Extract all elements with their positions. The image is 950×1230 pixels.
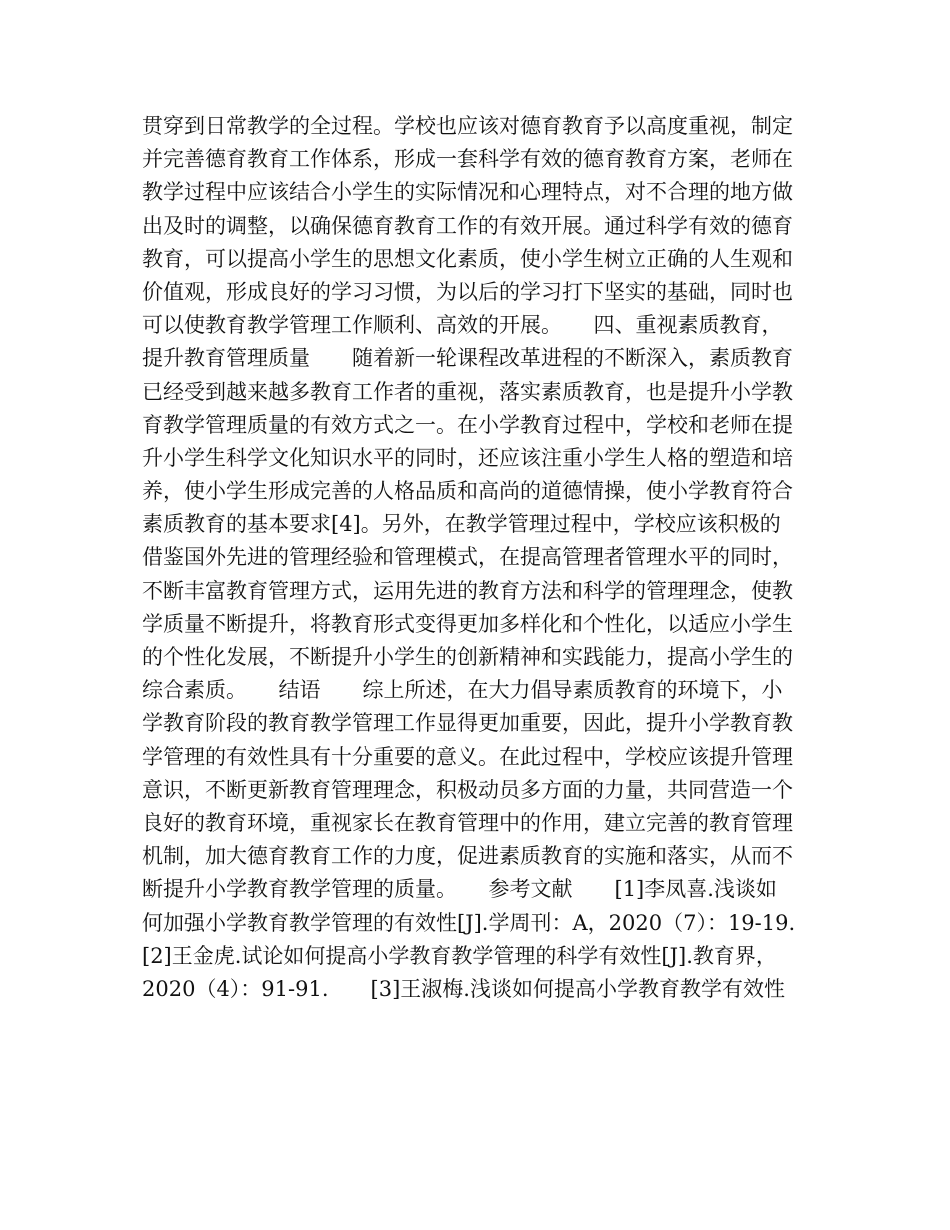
text-line: 贯穿到日常教学的全过程。学校也应该对德育教育予以高度重视，制定 xyxy=(142,114,793,138)
text-line: 升小学生科学文化知识水平的同时，还应该注重小学生人格的塑造和培 xyxy=(142,445,793,470)
text-line: 的个性化发展，不断提升小学生的创新精神和实践能力，提高小学生的 xyxy=(142,645,793,669)
text-line: 机制，加大德育教育工作的力度，促进素质教育的实施和落实，从而不 xyxy=(142,844,793,869)
text-line: 已经受到越来越多教育工作者的重视，落实素质教育，也是提升小学教 xyxy=(142,379,793,404)
text-line: 出及时的调整，以确保德育教育工作的有效开展。通过科学有效的德育 xyxy=(142,213,793,238)
text-line: 借鉴国外先进的管理经验和管理模式，在提高管理者管理水平的同时， xyxy=(142,545,793,570)
text-line: 不断丰富教育管理方式，运用先进的教育方法和科学的管理理念，使教 xyxy=(142,578,793,603)
body-text xyxy=(142,110,832,1006)
text-line: 养，使小学生形成完善的人格品质和高尚的道德情操，使小学教育符合 xyxy=(142,479,793,504)
text-line: 学管理的有效性具有十分重要的意义。在此过程中，学校应该提升管理 xyxy=(142,744,793,769)
text-line: 学质量不断提升，将教育形式变得更加多样化和个性化，以适应小学生 xyxy=(142,611,793,636)
text-line: 2020（4）：91-91. [3]王淑梅.浅谈如何提高小学教育教学有效性 xyxy=(142,976,785,1001)
text-line: 何加强小学教育教学管理的有效性[J].学周刊：A，2020（7）：19-19. xyxy=(142,910,796,935)
text-line: 价值观，形成良好的学习习惯，为以后的学习打下坚实的基础，同时也 xyxy=(142,279,793,304)
text-line: [2]王金虎.试论如何提高小学教育教学管理的科学有效性[J].教育界， xyxy=(142,943,777,968)
text-line: 教学过程中应该结合小学生的实际情况和心理特点，对不合理的地方做 xyxy=(142,180,793,205)
text-line: 教育，可以提高小学生的思想文化素质，使小学生树立正确的人生观和 xyxy=(142,246,793,271)
text-line: 并完善德育教育工作体系，形成一套科学有效的德育教育方案，老师在 xyxy=(142,147,793,172)
text-line: 学教育阶段的教育教学管理工作显得更加重要，因此，提升小学教育教 xyxy=(142,711,793,736)
text-line: 育教学管理质量的有效方式之一。在小学教育过程中，学校和老师在提 xyxy=(142,412,793,437)
text-line: 综合素质。 结语 综上所述，在大力倡导素质教育的环境下，小 xyxy=(142,678,783,703)
text-line: 良好的教育环境，重视家长在教育管理中的作用，建立完善的教育管理 xyxy=(142,810,793,835)
text-line: 提升教育管理质量 随着新一轮课程改革进程的不断深入，素质教育 xyxy=(142,346,793,371)
text-line: 可以使教育教学管理工作顺利、高效的开展。 四、重视素质教育， xyxy=(142,313,783,338)
text-line: 素质教育的基本要求[4]。另外，在教学管理过程中，学校应该积极的 xyxy=(142,512,781,537)
text-line: 意识，不断更新教育管理理念，积极动员多方面的力量，共同营造一个 xyxy=(142,777,793,802)
text-line: 断提升小学教育教学管理的质量。 参考文献 [1]李凤喜.浅谈如 xyxy=(142,877,777,902)
